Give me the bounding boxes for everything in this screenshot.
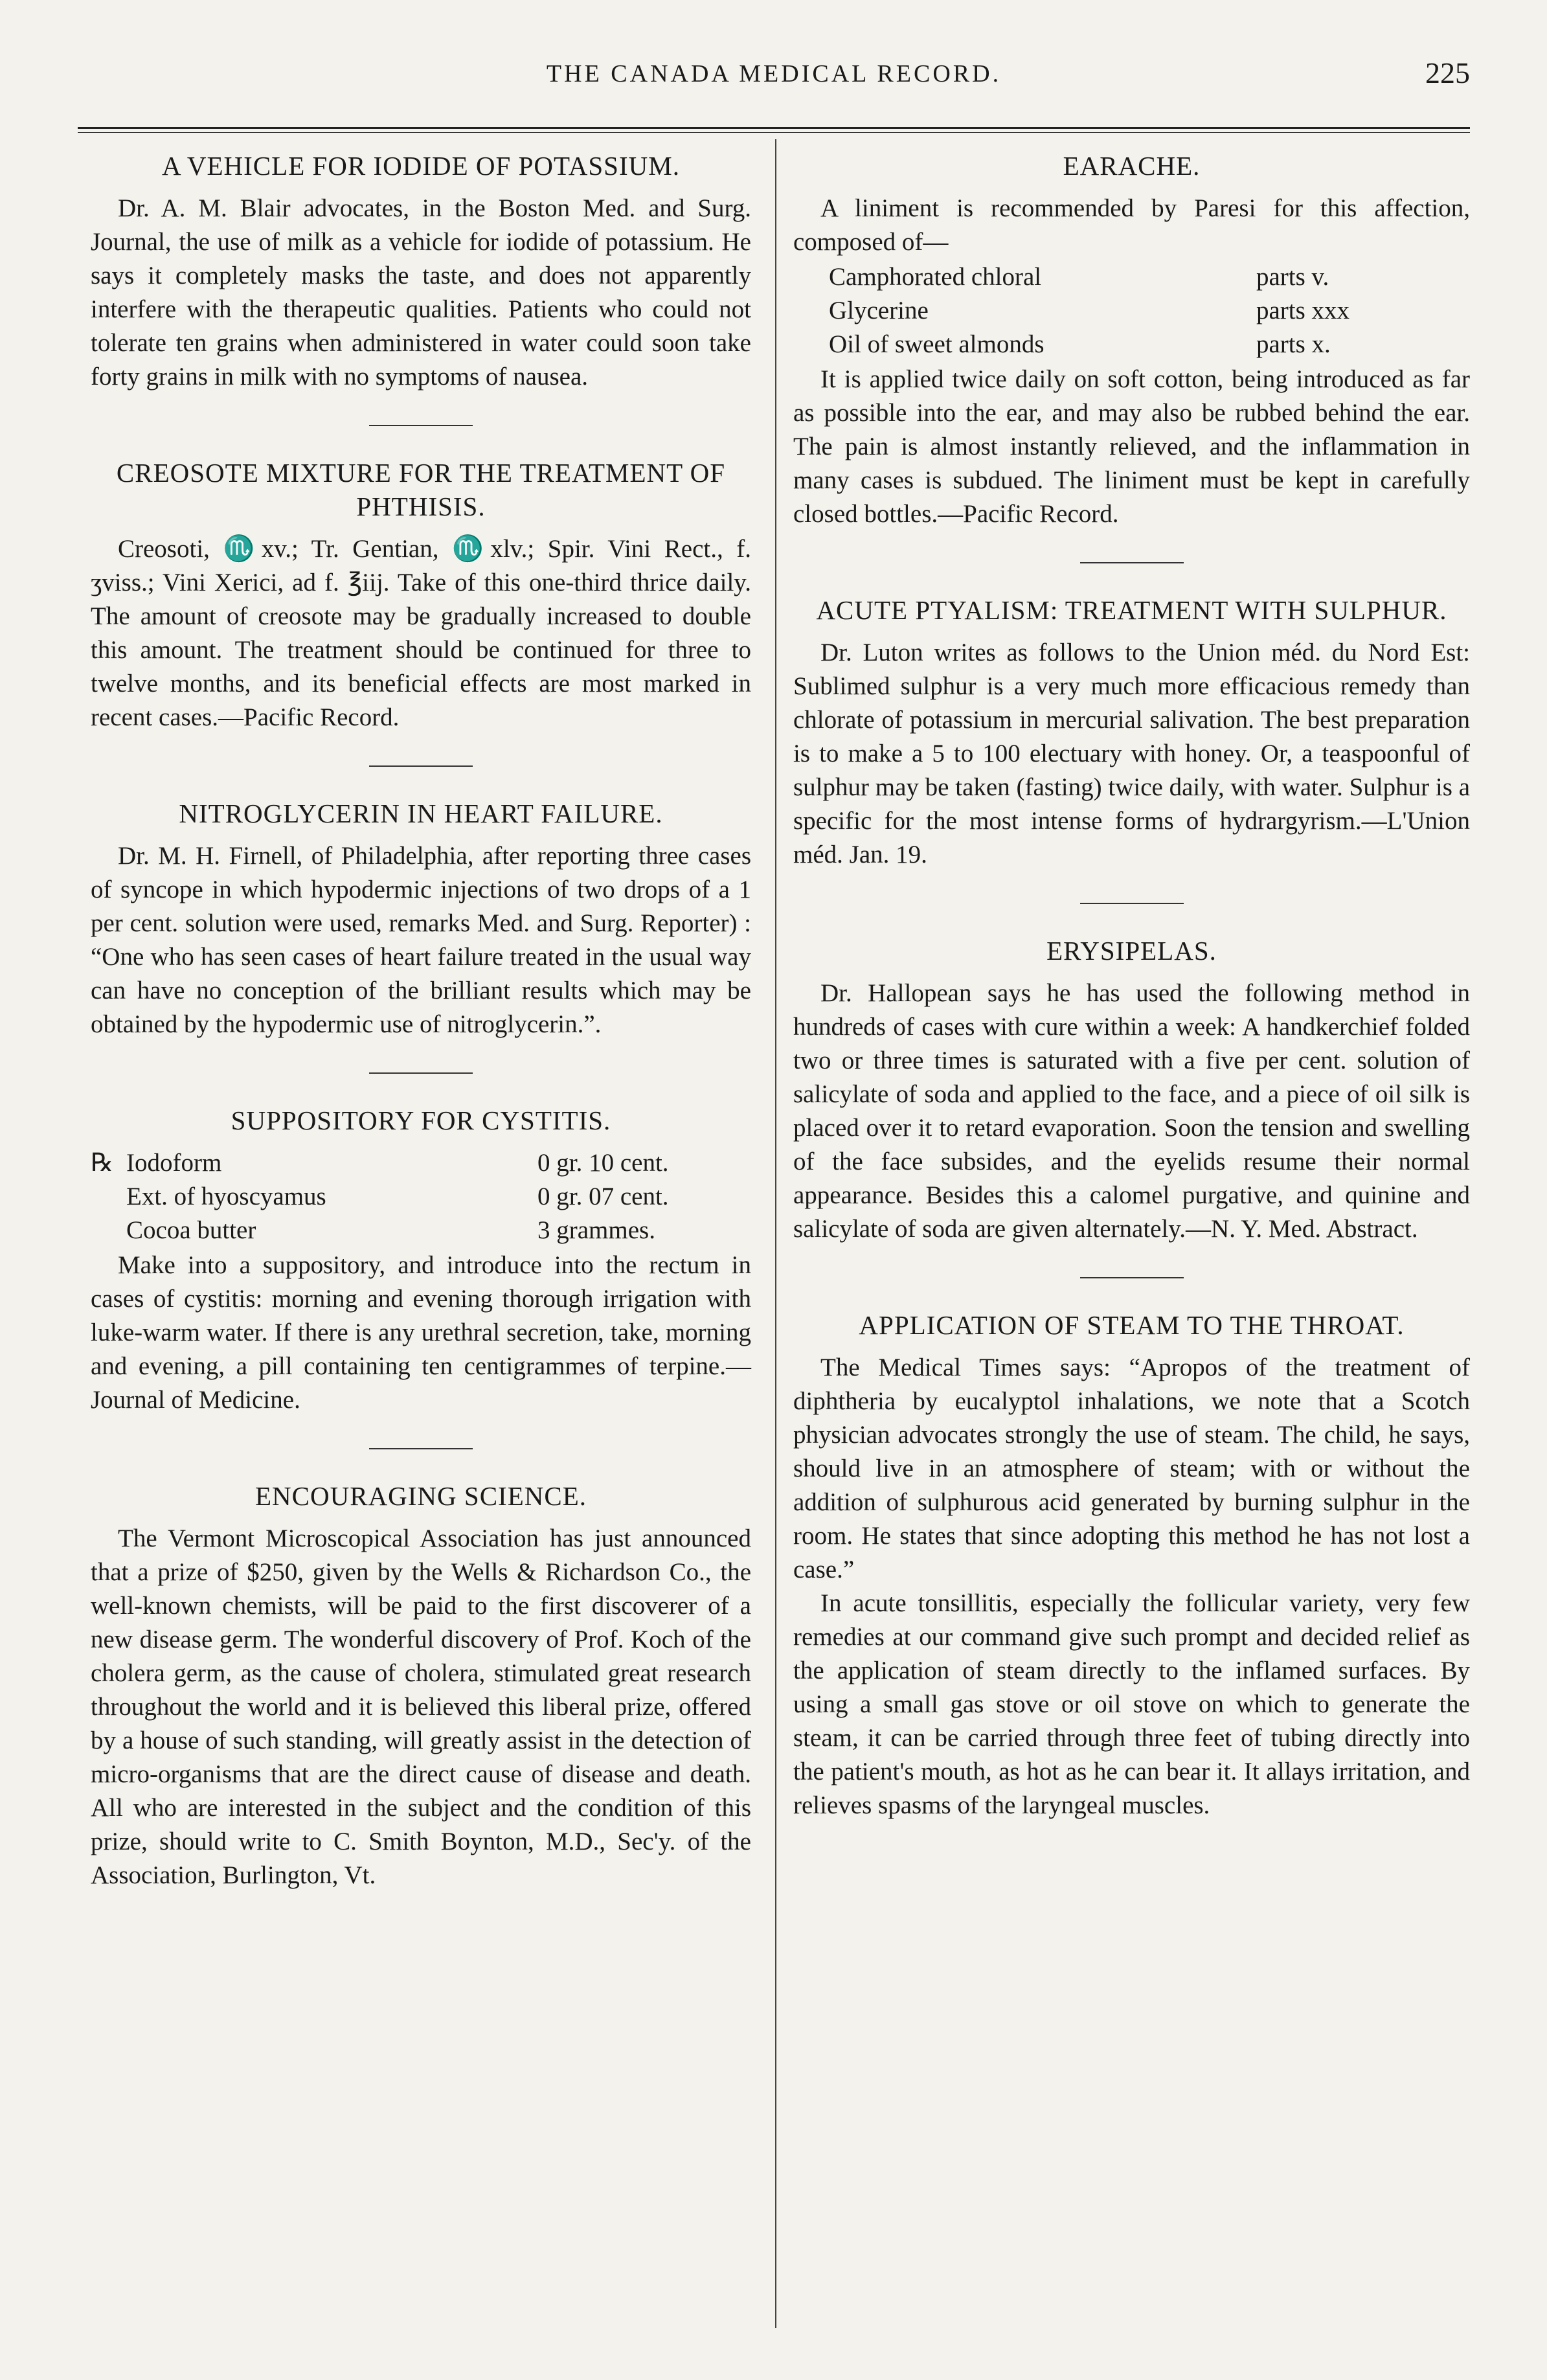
column-divider	[775, 139, 776, 2328]
article-title: EARACHE.	[1063, 151, 1201, 181]
section-separator	[369, 765, 473, 767]
right-column	[793, 149, 1470, 1822]
article-body: Dr. A. M. Blair advocates, in the Boston Med. and Surg. Journal, the use of milk as a vehicle for iodide of potassium. He says it completely masks the taste, and does not apparently interfere with the therapeutic qualities. Patients who could not tolerate ten grains when administered in water could soon take forty grains in milk with no symptoms of nausea.	[91, 194, 751, 391]
article-body: Make into a suppository, and introduce into the rectum in cases of cystitis: morning and evening thorough irrigation with luke-warm water. If there is any urethral secretion, take, morning and evening, a pill containing ten centigrammes of terpine.—Journal of Medicine.	[91, 1251, 751, 1414]
ingredient-name: Oil of sweet almonds	[829, 330, 1045, 358]
article-title: SUPPOSITORY FOR CYSTITIS.	[231, 1105, 611, 1135]
ingredient-qty: parts v.	[1256, 263, 1329, 291]
formula-row	[793, 260, 1470, 294]
formula-row	[91, 1214, 751, 1247]
ingredient-name: Camphorated chloral	[829, 263, 1042, 291]
left-column	[91, 149, 751, 1892]
running-title: THE CANADA MEDICAL RECORD.	[546, 60, 1002, 87]
article-body: Dr. Luton writes as follows to the Union méd. du Nord Est: Sublimed sulphur is a very much more efficacious remedy than chlorate of potassium in mercurial salivation. The best preparation is to make a 5 to 100 electuary with honey. Or, a teaspoonful of sulphur may be taken (fasting) twice daily, with water. Sulphur is a specific for the most intense forms of hydrargyrism.—L'Union méd. Jan. 19.	[793, 639, 1470, 868]
article-body: Creosoti, ♏xv.; Tr. Gentian, ♏xlv.; Spir. Vini Rect., f. ʒviss.; Vini Xerici, ad f. ℥iij. Take of this one-third thrice daily. The amount of creosote may be gradually increased to double this amount. The treatment should be continued for three to twelve months, and its beneficial effects are most marked in recent cases.—Pacific Record.	[91, 535, 751, 731]
article-iodide	[91, 149, 751, 394]
article-nitroglycerin	[91, 797, 751, 1041]
header-rule	[78, 127, 1470, 129]
article-title: ERYSIPELAS.	[1046, 936, 1217, 966]
article-ptyalism	[793, 593, 1470, 872]
article-erysipelas	[793, 934, 1470, 1246]
formula-table	[793, 260, 1470, 361]
ingredient-qty: 3 grammes.	[537, 1216, 655, 1244]
article-earache	[793, 149, 1470, 531]
article-body: Dr. Hallopean says he has used the following method in hundreds of cases with cure within a week: A handkerchief folded two or three times is saturated with a five per cent. solution of salicylate of soda and applied to the face, and a piece of oil silk is placed over it to retard evaporation. Soon the tension and swelling of the face subsides, and the eyelids resume their normal appearance. Besides this a calomel purgative, and quinine and salicylate of soda are given alternately.—N. Y. Med. Abstract.	[793, 979, 1470, 1243]
article-steam	[793, 1308, 1470, 1822]
section-separator	[1080, 1277, 1184, 1278]
ingredient-name: Cocoa butter	[126, 1216, 256, 1244]
article-body: The Medical Times says: “Apropos of the treatment of diphtheria by eucalyptol inhalations, we note that a Scotch physician advocates strongly the use of steam. The child, he says, should live in an atmosphere of steam; with or without the addition of sulphurous acid generated by burning sulphur in the room. He states that since adopting this method he has not lost a case.”	[793, 1354, 1470, 1583]
article-title: NITROGLYCERIN IN HEART FAILURE.	[179, 799, 663, 828]
article-body: In acute tonsillitis, especially the follicular variety, very few remedies at our command give such prompt and decided relief as the application of steam directly to the inflamed surfaces. By using a small gas stove or oil stove on which to generate the steam, it can be carried through three feet of tubing directly into the patient's mouth, as hot as he can bear it. It allays irritation, and relieves spasms of the laryngeal muscles.	[793, 1589, 1470, 1819]
article-creosote	[91, 456, 751, 734]
ingredient-qty: parts x.	[1256, 330, 1331, 358]
article-title: ACUTE PTYALISM: TREATMENT WITH SULPHUR.	[816, 595, 1447, 625]
section-separator	[369, 425, 473, 426]
formula-row	[91, 1146, 751, 1180]
ingredient-qty: 0 gr. 10 cent.	[537, 1149, 669, 1177]
header-rule-thin	[78, 132, 1470, 133]
ingredient-qty: 0 gr. 07 cent.	[537, 1183, 669, 1210]
article-title: CREOSOTE MIXTURE FOR THE TREATMENT OF PHTHISIS.	[116, 458, 726, 521]
article-title: ENCOURAGING SCIENCE.	[255, 1481, 587, 1511]
article-body: It is applied twice daily on soft cotton, being introduced as far as possible into the ear, and may also be rubbed behind the ear. The pain is almost instantly relieved, and the inflammation in many cases is subdued. The liniment must be kept in carefully closed bottles.—Pacific Record.	[793, 365, 1470, 528]
article-body: The Vermont Microscopical Association has just announced that a prize of $250, given by the Wells & Richardson Co., the well-known chemists, will be paid to the first discoverer of a new disease germ. The wonderful discovery of Prof. Koch of the cholera germ, as the cause of cholera, stimulated great research throughout the world and it is believed this liberal prize, offered by a house of such standing, will greatly assist in the detection of micro-organisms that are the direct cause of disease and death. All who are interested in the subject and the condition of this prize, should write to C. Smith Boynton, M.D., Sec'y. of the Association, Burlington, Vt.	[91, 1524, 751, 1889]
formula-row	[793, 328, 1470, 361]
ingredient-name: Ext. of hyoscyamus	[126, 1183, 326, 1210]
page-number: 225	[1425, 56, 1470, 89]
article-title: A VEHICLE FOR IODIDE OF POTASSIUM.	[162, 151, 680, 181]
ingredient-name: Glycerine	[829, 297, 929, 324]
article-intro: A liniment is recommended by Paresi for this affection, composed of—	[793, 194, 1470, 256]
page-header	[78, 56, 1470, 105]
ingredient-name: Iodoform	[126, 1149, 222, 1177]
section-separator	[1080, 562, 1184, 563]
formula-row	[793, 294, 1470, 328]
formula-table	[91, 1146, 751, 1247]
article-science	[91, 1479, 751, 1892]
section-separator	[369, 1072, 473, 1074]
section-separator	[1080, 903, 1184, 904]
section-separator	[369, 1448, 473, 1449]
article-title: APPLICATION OF STEAM TO THE THROAT.	[859, 1310, 1405, 1340]
article-suppository	[91, 1104, 751, 1417]
rx-symbol: ℞	[91, 1149, 113, 1177]
formula-row	[91, 1180, 751, 1214]
ingredient-qty: parts xxx	[1256, 297, 1350, 324]
article-body: Dr. M. H. Firnell, of Philadelphia, after reporting three cases of syncope in which hypodermic injections of two drops of a 1 per cent. solution were used, remarks Med. and Surg. Reporter) : “One who has seen cases of heart failure treated in the usual way can have no conception of the brilliant results which may be obtained by the hypodermic use of nitroglycerin.”.	[91, 842, 751, 1038]
